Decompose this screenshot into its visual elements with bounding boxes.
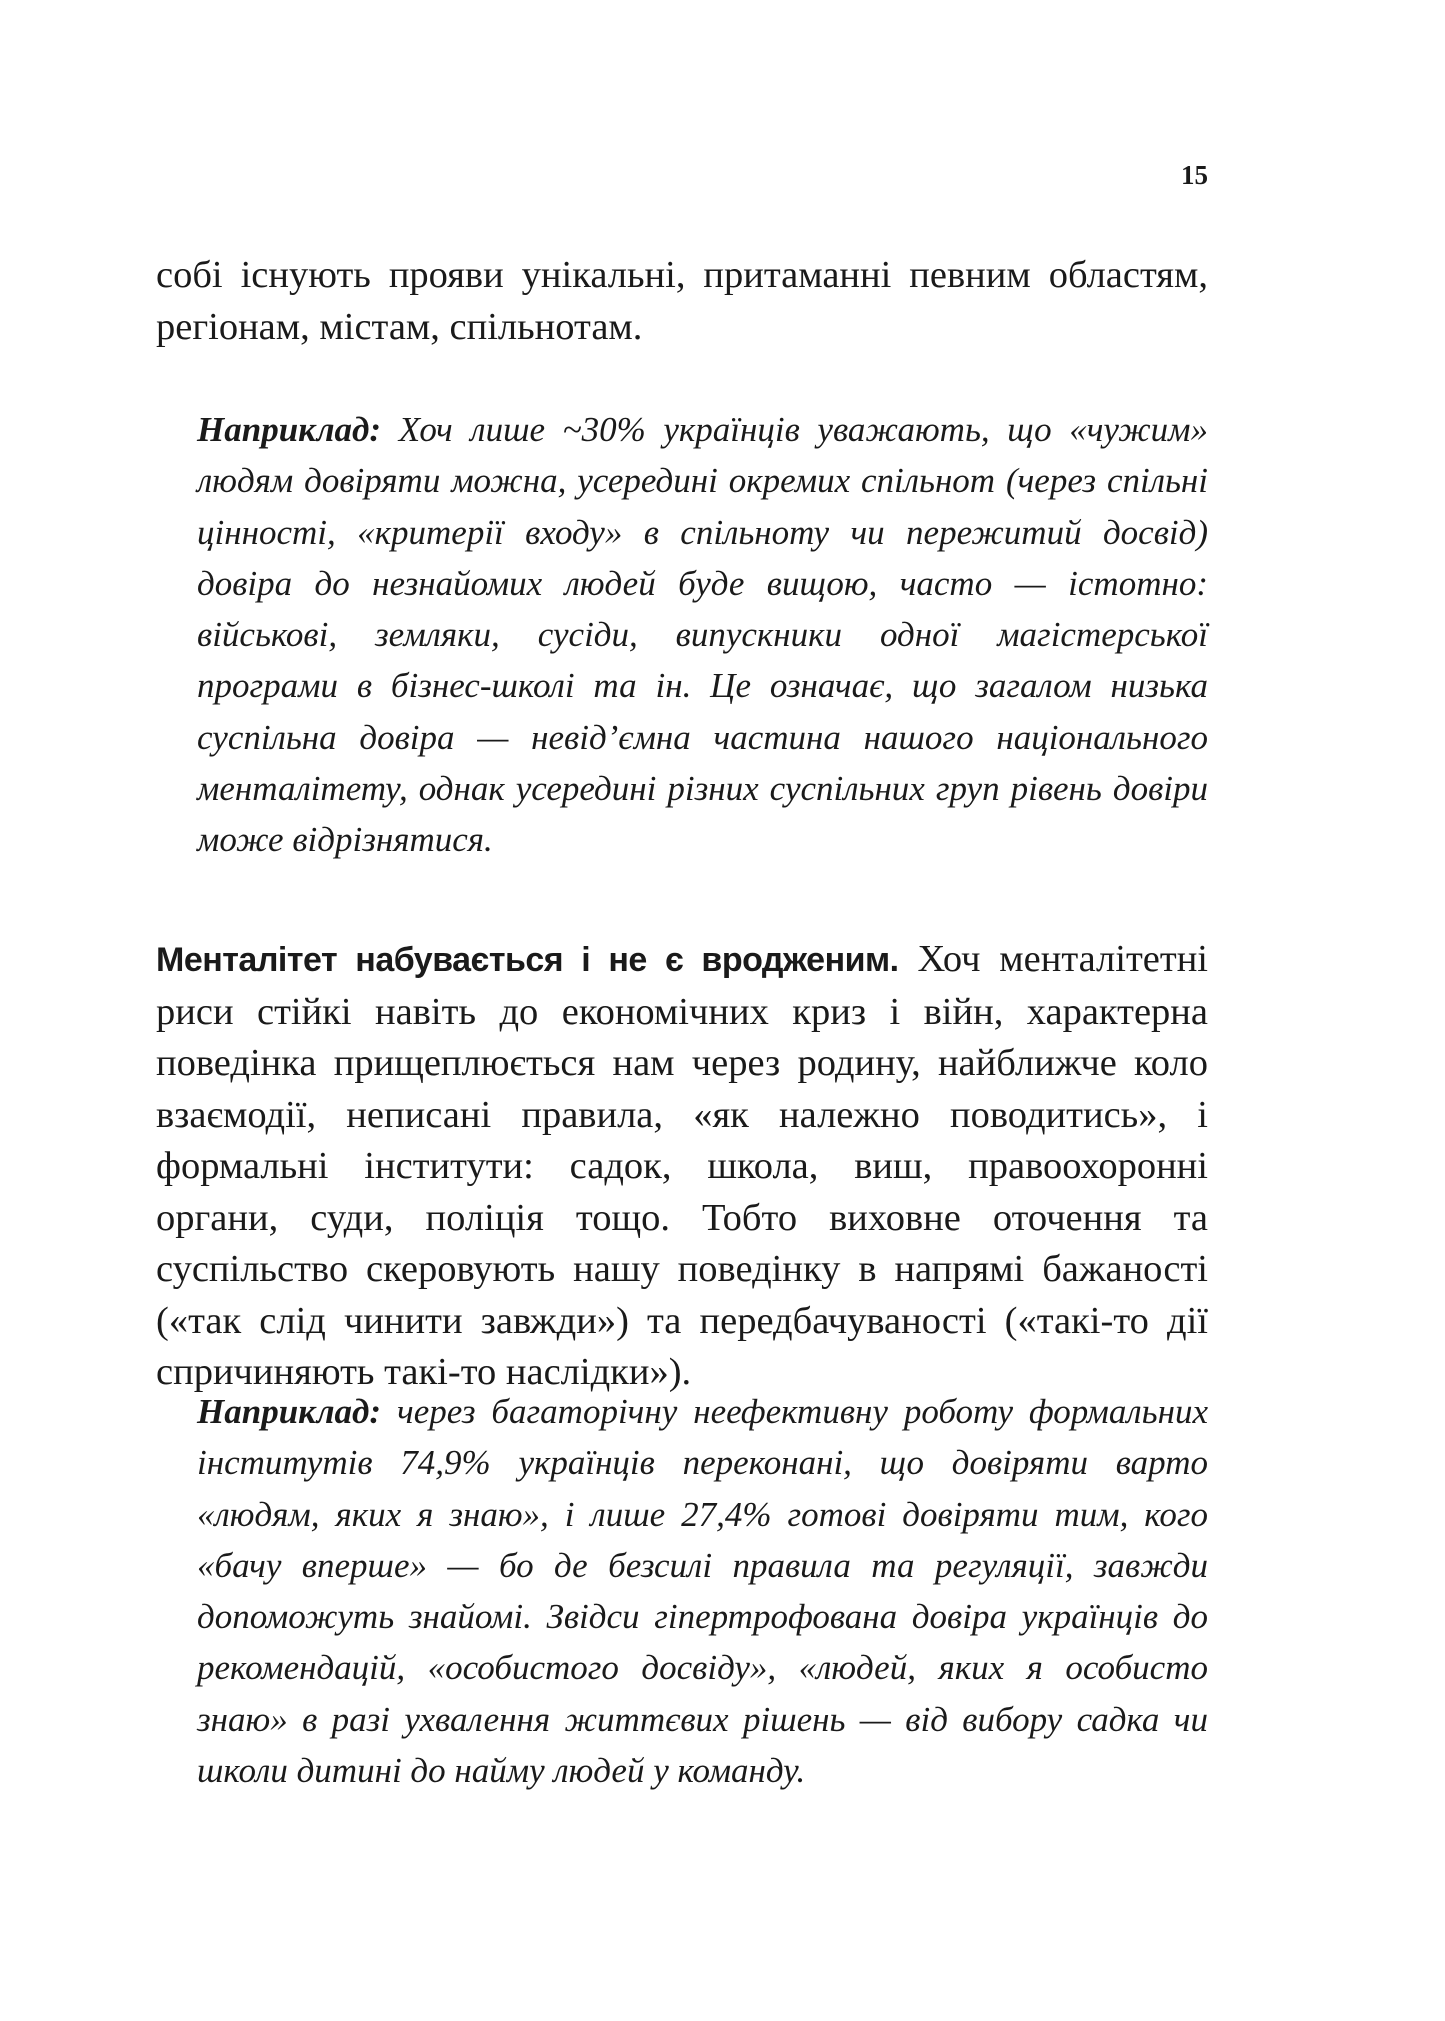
page-number: 15 (1181, 160, 1208, 190)
example-block (197, 1386, 1208, 1796)
example-lead: Наприклад: (197, 1392, 382, 1431)
example-block (197, 404, 1208, 866)
body-paragraph (156, 250, 1208, 353)
paragraph-lead: Менталітет набувається і не є вродженим. (156, 941, 899, 979)
paragraph-text: собі існують прояви унікальні, притаманні певним областям, регіонам, містам, спільнотам. (156, 254, 1208, 348)
paragraph-text: Хоч менталітетні риси стійкі навіть до економічних криз і війн, характерна поведінка прищеплюється нам через родину, найближче коло взаємодії, неписані правила, «як належно поводитись», і формальні інститути: садок, школа, виш, правоохоронні органи, суди, поліція тощо. Тобто виховне оточення та суспільство скеровують нашу поведінку в напрямі бажаності («так слід чинити завжди») та передбачуваності («такі-то дії спричиняють такі-то наслідки»). (156, 938, 1208, 1393)
example-text: через багаторічну неефективну роботу формальних інститутів 74,9% українців переконані, що довіряти варто «людям, яких я знаю», і лише 27,4% готові довіряти тим, кого «бачу вперше» — бо де безсилі правила та регуляції, завжди допоможуть знайомі. Звідси гіпертрофована довіра українців до рекомендацій, «особистого досвіду», «людей, яких я особисто знаю» в разі ухвалення життєвих рішень — від вибору садка чи школи дитині до найму людей у команду. (197, 1392, 1208, 1791)
example-lead: Наприклад: (197, 410, 382, 449)
body-paragraph (156, 934, 1208, 1399)
example-text: Хоч лише ~30% українців уважають, що «чужим» людям довіряти можна, усередині окремих спільнот (через спільні цінності, «критерії входу» в спільноту чи пережитий досвід) довіра до незнайомих людей буде вищою, часто — істотно: військові, земляки, сусіди, випускники одної магістерської програми в бізнес-школі та ін. Це означає, що загалом низька суспільна довіра — невід’ємна частина нашого національного менталітету, однак усередині різних суспільних груп рівень довіри може відрізнятися. (197, 410, 1208, 860)
